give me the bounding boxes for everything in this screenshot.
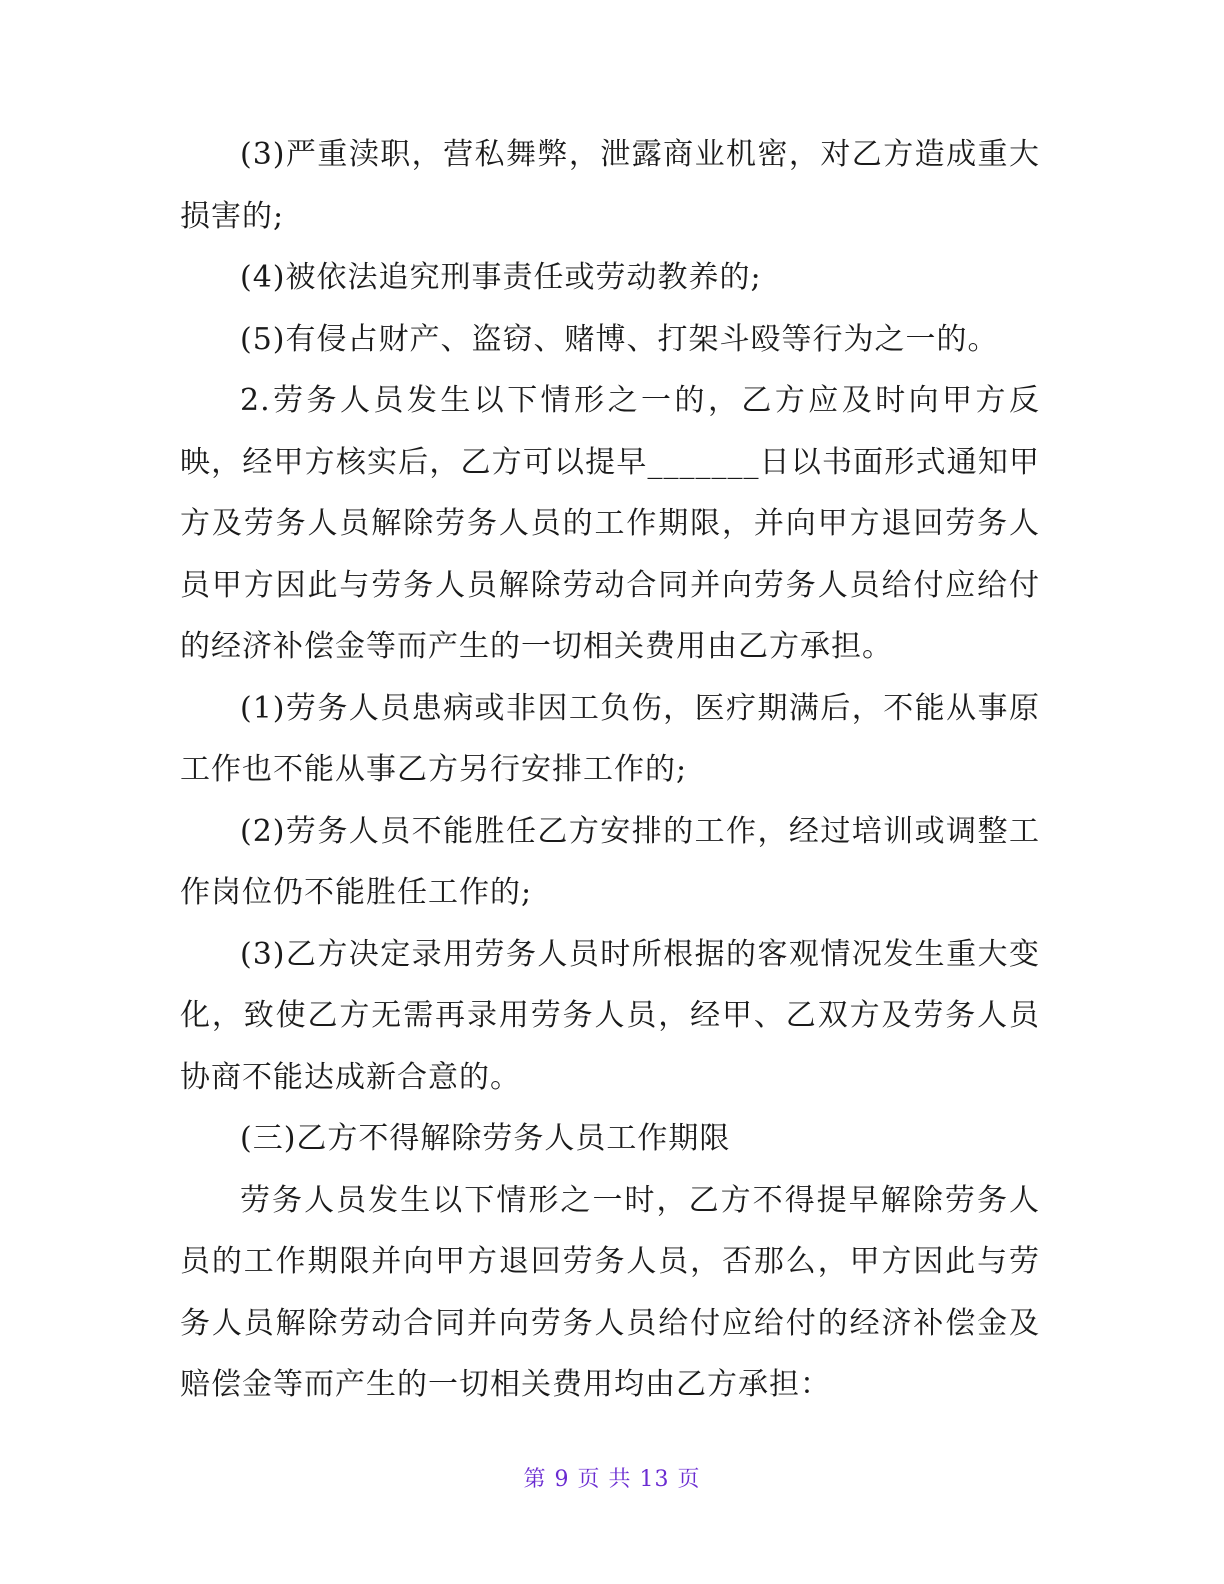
paragraph-clause-2-incompetence: (2)劳务人员不能胜任乙方安排的工作，经过培训或调整工作岗位仍不能胜任工作的; — [180, 813, 1040, 910]
paragraph-clause-3-dereliction: (3)严重渎职，营私舞弊，泄露商业机密，对乙方造成重大损害的; — [180, 137, 1040, 234]
paragraph-clause-1-illness: (1)劳务人员患病或非因工负伤，医疗期满后，不能从事原工作也不能从事乙方另行安排工作的; — [180, 690, 1040, 787]
paragraph-clause-3-circumstance-change: (3)乙方决定录用劳务人员时所根据的客观情况发生重大变化，致使乙方无需再录用劳务人员，经甲、乙双方及劳务人员协商不能达成新合意的。 — [180, 936, 1040, 1095]
document-body — [180, 124, 1040, 1416]
paragraph-clause-5-misconduct: (5)有侵占财产、盗窃、赌博、打架斗殴等行为之一的。 — [240, 321, 999, 357]
paragraph-section-2-early-termination: 2.劳务人员发生以下情形之一的，乙方应及时向甲方反映，经甲方核实后，乙方可以提早_______日以书面形式通知甲方及劳务人员解除劳务人员的工作期限，并向甲方退回劳务人员甲方因此与劳务人员解除劳动合同并向劳务人员给付应给付的经济补偿金等而产生的一切相关费用由乙方承担。 — [180, 383, 1040, 664]
page-number-footer: 第 9 页 共 13 页 — [523, 1467, 701, 1492]
paragraph-clause-4-criminal: (4)被依法追究刑事责任或劳动教养的; — [240, 260, 762, 295]
paragraph-no-termination-conditions: 劳务人员发生以下情形之一时，乙方不得提早解除劳务人员的工作期限并向甲方退回劳务人员，否那么，甲方因此与劳务人员解除劳动合同并向劳务人员给付应给付的经济补偿金及赔偿金等而产生的一切相关费用均由乙方承担： — [180, 1182, 1040, 1402]
section-heading-no-termination: (三)乙方不得解除劳务人员工作期限 — [240, 1121, 731, 1156]
